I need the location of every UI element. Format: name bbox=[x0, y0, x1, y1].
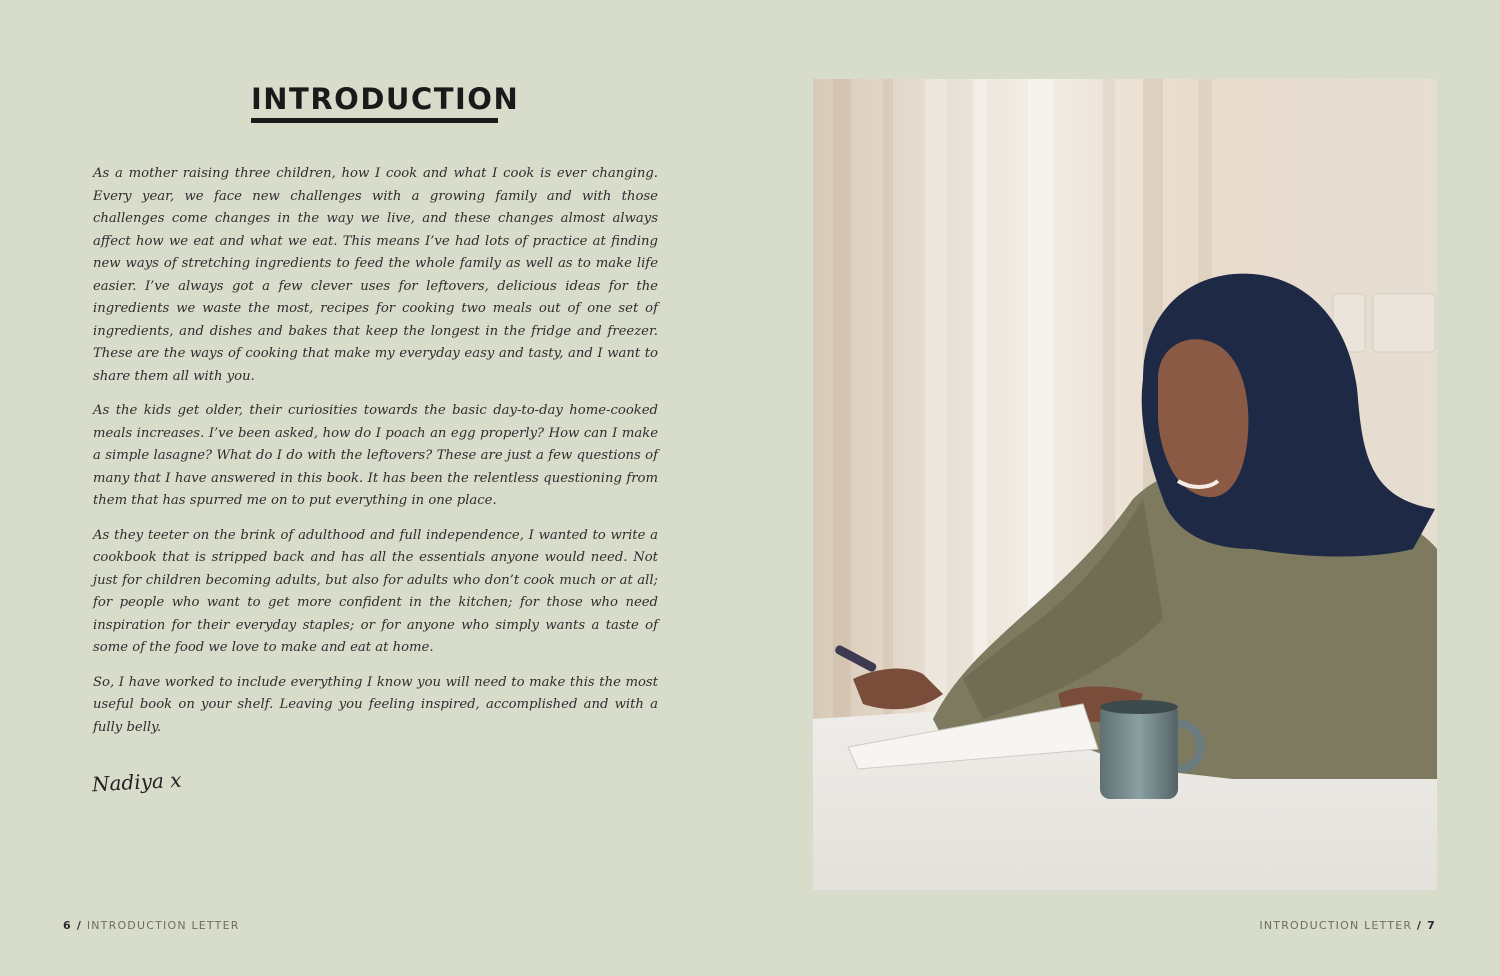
intro-letter-body bbox=[93, 163, 658, 751]
paragraph-1: As a mother raising three children, how I cook and what I cook is ever changing. Every year, we face new challenges with a growing family and with those challenges come changes in the way we live, and these changes almost always affect how we eat and what we eat. This means I’ve had lots of practice at finding new ways of stretching ingredients to feed the whole family as well as to make life easier. I’ve always got a few clever uses for leftovers, delicious ideas for the ingredients we waste the most, recipes for cooking two meals out of one set of ingredients, and dishes and bakes that keep the longest in the fridge and freezer. These are the ways of cooking that make my everyday easy and tasty, and I want to share them all with you. bbox=[93, 166, 658, 384]
page-title: INTRODUCTION bbox=[251, 82, 520, 116]
right-page bbox=[750, 0, 1500, 976]
section-label-right: INTRODUCTION LETTER bbox=[1259, 919, 1413, 932]
title-underline bbox=[251, 118, 498, 123]
footer-right bbox=[1259, 919, 1436, 932]
footer-left bbox=[63, 919, 240, 932]
paragraph-2: As the kids get older, their curiosities towards the basic day-to-day home-cooked meals increases. I’ve been asked, how do I poach an egg properly? How can I make a simple lasagne? What do I do with the leftovers? These are just a few questions of many that I have answered in this book. It has been the relentless questioning from them that has spurred me on to put everything in one place. bbox=[93, 403, 658, 508]
page-number-left: 6 / bbox=[63, 919, 83, 932]
paragraph-4: So, I have worked to include everything I know you will need to make this the most useful book on your shelf. Leaving you feeling inspired, accomplished and with a fully belly. bbox=[93, 674, 658, 735]
section-label-left: INTRODUCTION LETTER bbox=[86, 919, 240, 932]
author-photo bbox=[813, 79, 1437, 890]
paragraph-3: As they teeter on the brink of adulthood and full independence, I wanted to write a cookbook that is stripped back and has all the essentials anyone would need. Not just for children becoming adults, but also for adults who don’t cook much or at all; for people who want to get more confident in the kitchen; for those who need inspiration for their everyday staples; or for anyone who simply wants a taste of some of the food we love to make and eat at home. bbox=[93, 527, 658, 655]
signature: Nadiya x bbox=[91, 767, 183, 797]
author-photo-illustration bbox=[813, 79, 1437, 890]
page-number-right: / 7 bbox=[1416, 919, 1436, 932]
